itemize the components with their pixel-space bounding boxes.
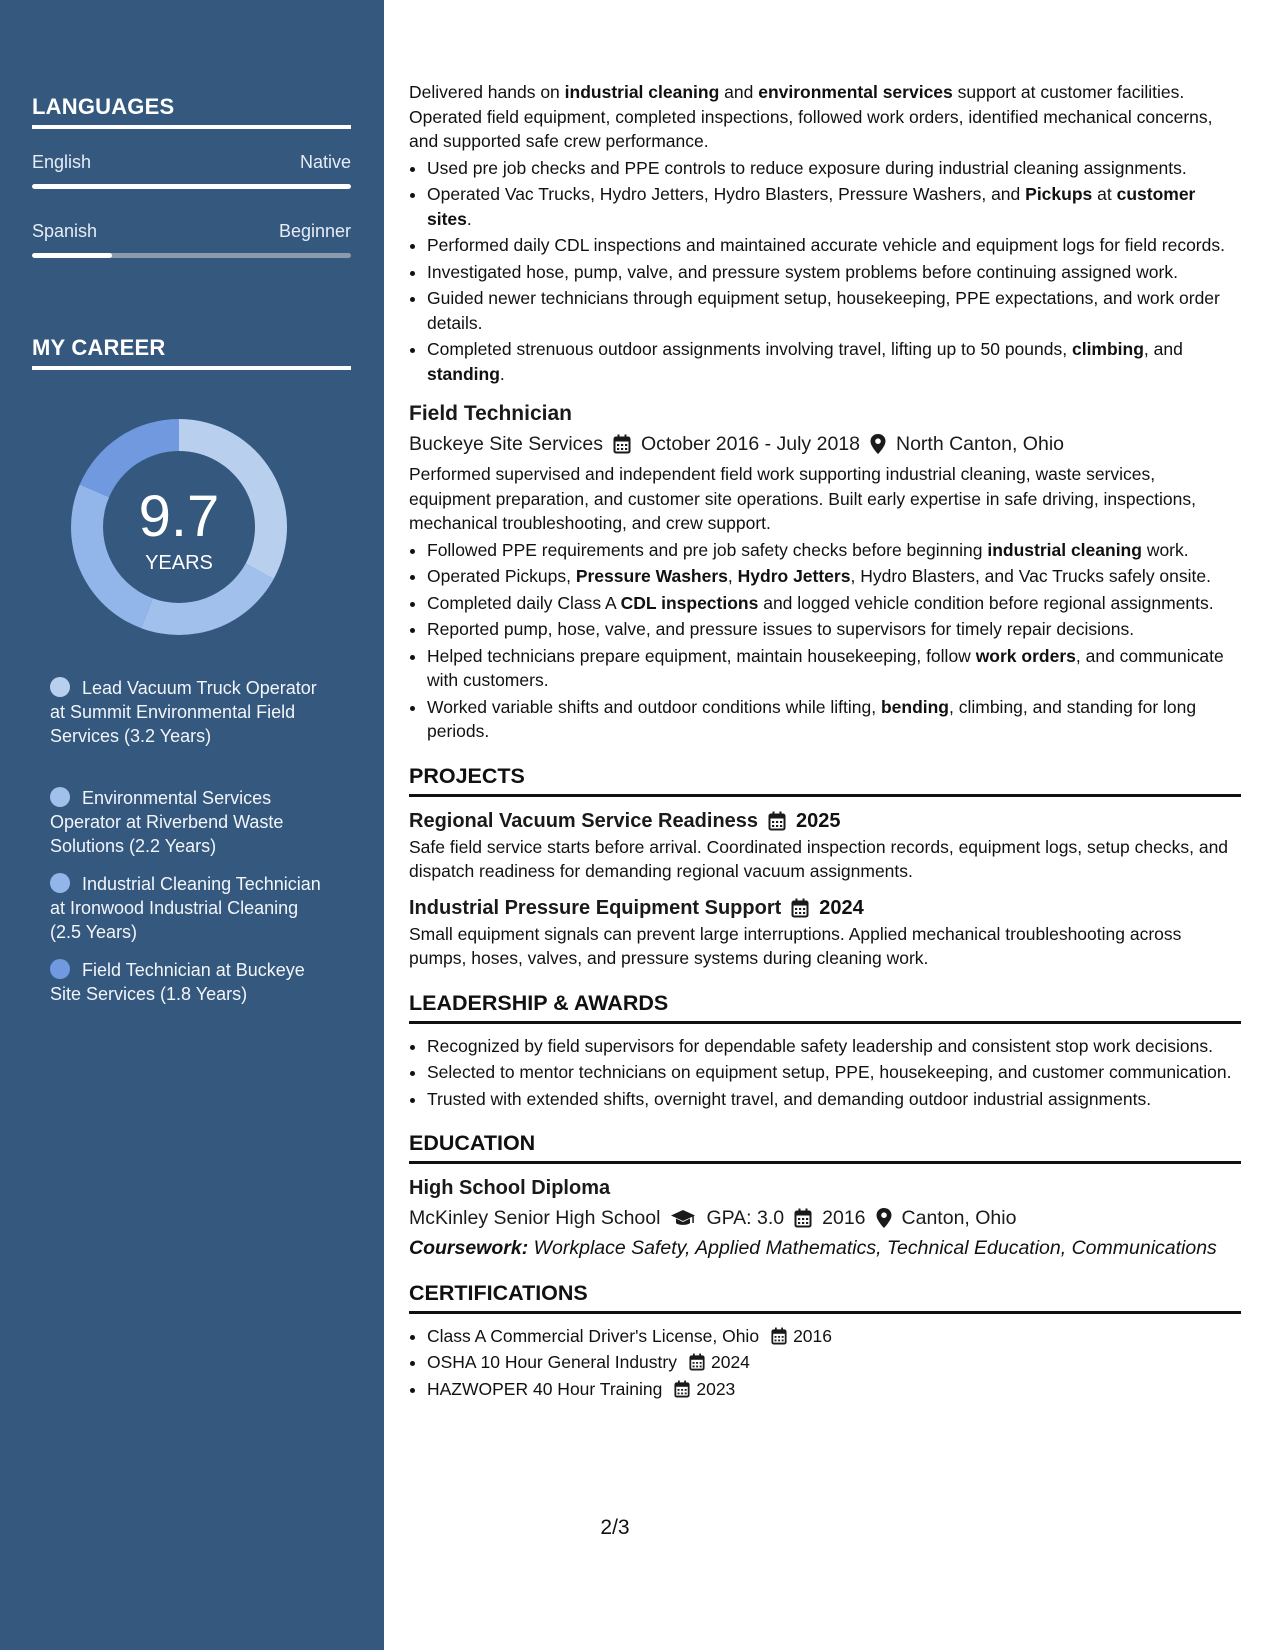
- languages-heading: LANGUAGES: [32, 94, 351, 129]
- job-bullet: • Completed daily Class A CDL inspections and logged vehicle condition before regional assignments.: [427, 591, 1241, 616]
- career-unit: YEARS: [145, 552, 213, 574]
- job-meta: [409, 430, 1241, 458]
- career-dot-icon: [50, 873, 70, 893]
- project-item: [409, 807, 1241, 884]
- career-total: 9.7: [138, 484, 220, 549]
- language-level: Native: [299, 152, 351, 172]
- calendar-icon: [791, 898, 809, 918]
- language-bar-spanish: [32, 253, 351, 258]
- page-number: 2/3: [600, 1516, 630, 1539]
- project-title: Industrial Pressure Equipment Support: [409, 896, 782, 919]
- job-bullet: • Followed PPE requirements and pre job safety checks before beginning industrial cleaning work.: [427, 538, 1241, 563]
- language-bar-english: [32, 184, 351, 189]
- job-bullet: • Reported pump, hose, valve, and pressure issues to supervisors for timely repair decisions.: [427, 617, 1241, 642]
- graduation-cap-icon: [670, 1208, 696, 1228]
- career-item: [50, 872, 330, 944]
- job-bullet: • Operated Pickups, Pressure Washers, Hydro Jetters, Hydro Blasters, and Vac Trucks safely onsite.: [427, 564, 1241, 589]
- job-bullet: • Completed strenuous outdoor assignments involving travel, lifting up to 50 pounds, climbing, and standing.: [427, 337, 1241, 386]
- main-content: [409, 80, 1241, 1403]
- education-gpa: GPA: 3.0: [706, 1207, 785, 1229]
- certifications-heading: CERTIFICATIONS: [409, 1279, 1241, 1314]
- language-bar-fill: [32, 253, 112, 258]
- education-year: 2016: [822, 1207, 866, 1229]
- leadership-item: • Selected to mentor technicians on equipment setup, PPE, housekeeping, and customer communication.: [427, 1060, 1241, 1085]
- career-item: [50, 676, 330, 748]
- education-meta: [409, 1204, 1241, 1232]
- education-coursework: Coursework: Workplace Safety, Applied Mathematics, Technical Education, Communications: [409, 1237, 1217, 1259]
- career-item-text: Industrial Cleaning Technician at Ironwood Industrial Cleaning (2.5 Years): [50, 874, 321, 942]
- language-level: Beginner: [278, 221, 351, 241]
- certification-item: • HAZWOPER 40 Hour Training 2023: [427, 1377, 1241, 1402]
- certification-item: • Class A Commercial Driver's License, Ohio 2016: [427, 1324, 1241, 1349]
- language-name: English: [32, 152, 92, 172]
- location-pin-icon: [870, 434, 886, 454]
- career-item: [50, 786, 330, 858]
- project-year: 2024: [819, 896, 864, 919]
- education-location: Canton, Ohio: [901, 1207, 1017, 1229]
- education-degree: High School Diploma: [409, 1177, 611, 1199]
- language-row-english: [32, 152, 351, 173]
- project-item: [409, 894, 1241, 971]
- projects-heading: PROJECTS: [409, 762, 1241, 797]
- career-item-text: Lead Vacuum Truck Operator at Summit Environmental Field Services (3.2 Years): [50, 678, 317, 746]
- job-bullet: • Used pre job checks and PPE controls to reduce exposure during industrial cleaning assignments.: [427, 156, 1241, 181]
- job-bullet: • Investigated hose, pump, valve, and pressure system problems before continuing assigned work.: [427, 260, 1241, 285]
- calendar-icon: [768, 811, 786, 831]
- job-bullet: • Helped technicians prepare equipment, maintain housekeeping, follow work orders, and communicate with customers.: [427, 644, 1241, 693]
- leadership-list: [409, 1034, 1241, 1112]
- job-bullet: • Worked variable shifts and outdoor conditions while lifting, bending, climbing, and standing for long periods.: [427, 695, 1241, 744]
- education-school: McKinley Senior High School: [409, 1207, 661, 1229]
- calendar-icon: [613, 434, 631, 454]
- education-heading: EDUCATION: [409, 1129, 1241, 1164]
- job-summary: Performed supervised and independent field work supporting industrial cleaning, waste services, equipment preparation, and customer site operations. Built early expertise in safe driving, inspections, mechanical troubleshooting, and crew support.: [409, 464, 1196, 533]
- calendar-icon: [674, 1380, 690, 1398]
- certifications-list: [409, 1324, 1241, 1402]
- location-pin-icon: [876, 1208, 892, 1228]
- project-desc: Small equipment signals can prevent large interruptions. Applied mechanical troubleshooting across pumps, hoses, valves, and pressure systems during cleaning work.: [409, 923, 1182, 968]
- job-bullets: [409, 156, 1241, 387]
- leadership-heading: LEADERSHIP & AWARDS: [409, 989, 1241, 1024]
- career-dot-icon: [50, 959, 70, 979]
- project-desc: Safe field service starts before arrival. Coordinated inspection records, equipment logs, setup checks, and dispatch readiness for demanding regional vacuum assignments.: [409, 836, 1229, 881]
- calendar-icon: [794, 1208, 812, 1228]
- job-title: Field Technician: [409, 402, 572, 425]
- career-item: [50, 958, 330, 1006]
- language-row-spanish: [32, 221, 351, 242]
- job-company: Buckeye Site Services: [409, 433, 604, 455]
- career-item-text: Environmental Services Operator at Riverbend Waste Solutions (2.2 Years): [50, 788, 284, 856]
- sidebar: [0, 0, 384, 1650]
- certification-item: • OSHA 10 Hour General Industry 2024: [427, 1350, 1241, 1375]
- language-name: Spanish: [32, 221, 98, 241]
- leadership-item: • Trusted with extended shifts, overnight travel, and demanding outdoor industrial assignments.: [427, 1087, 1241, 1112]
- leadership-item: • Recognized by field supervisors for dependable safety leadership and consistent stop work decisions.: [427, 1034, 1241, 1059]
- job-dates: October 2016 - July 2018: [641, 433, 860, 455]
- career-heading: MY CAREER: [32, 335, 351, 370]
- job-bullets: [409, 538, 1241, 744]
- career-item-text: Field Technician at Buckeye Site Services (1.8 Years): [50, 960, 305, 1004]
- career-dot-icon: [50, 787, 70, 807]
- job-bullet: • Operated Vac Trucks, Hydro Jetters, Hydro Blasters, Pressure Washers, and Pickups at customer sites.: [427, 182, 1241, 231]
- job-bullet: • Guided newer technicians through equipment setup, housekeeping, PPE expectations, and work order details.: [427, 286, 1241, 335]
- project-title: Regional Vacuum Service Readiness: [409, 809, 759, 832]
- donut-segment: [141, 564, 273, 635]
- job-bullet: • Performed daily CDL inspections and maintained accurate vehicle and equipment logs for field records.: [427, 233, 1241, 258]
- job-summary: Delivered hands on industrial cleaning and environmental services support at customer facilities. Operated field equipment, completed inspections, followed work orders, identified mechanical concerns, and supported safe crew performance.: [409, 82, 1213, 151]
- calendar-icon: [689, 1353, 705, 1371]
- calendar-icon: [771, 1327, 787, 1345]
- job-location: North Canton, Ohio: [895, 433, 1064, 455]
- project-year: 2025: [796, 809, 841, 832]
- language-bar-fill: [32, 184, 351, 189]
- career-dot-icon: [50, 677, 70, 697]
- career-donut-chart: [64, 412, 294, 642]
